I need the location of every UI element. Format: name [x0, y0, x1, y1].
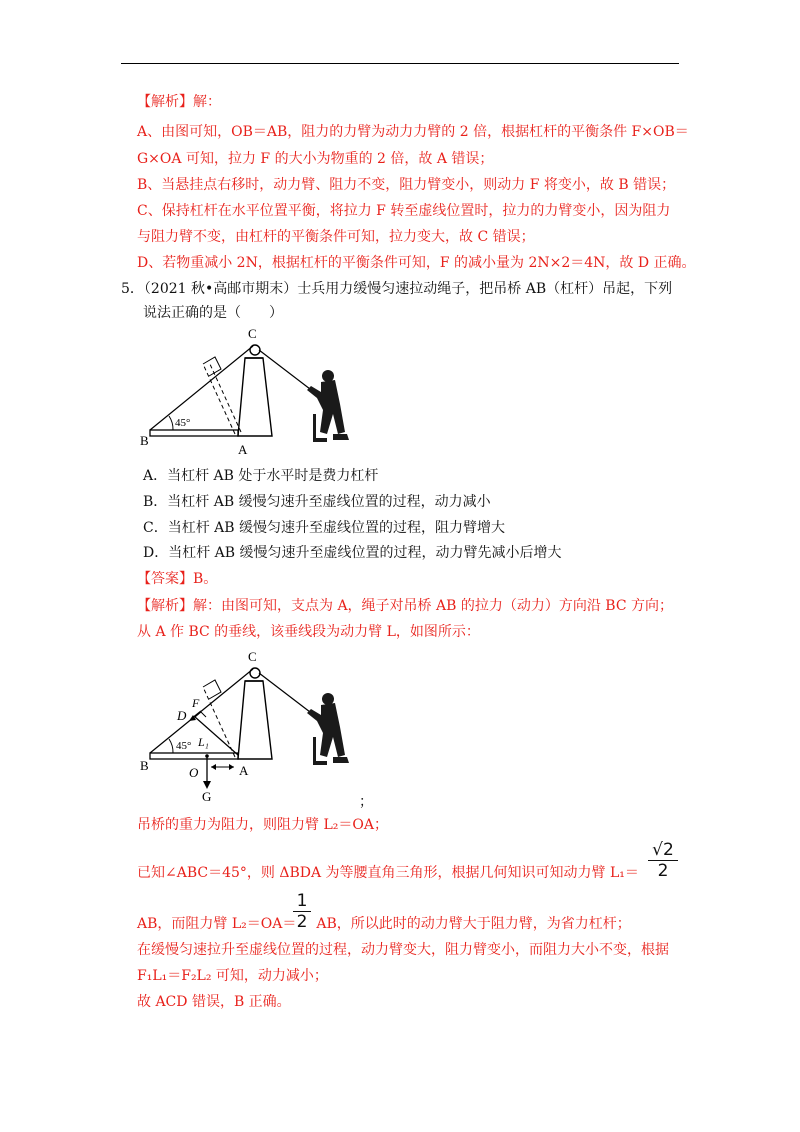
- solution-line-2: 从 A 作 BC 的垂线，该垂线段为动力臂 L，如图所示：: [137, 624, 480, 640]
- header-rule: [121, 63, 679, 64]
- solution-line-7: F₁L₁＝F₂L₂ 可知，动力减小；: [137, 968, 328, 984]
- figure-semicolon: ；: [359, 794, 373, 810]
- solution-line-5: AB，而阻力臂 L₂＝OA＝ AB，所以此时的动力臂大于阻力臂，为省力杠杆；: [137, 916, 631, 932]
- prev-analysis-line: G×OA 可知，拉力 F 的大小为物重的 2 倍，故 A 错误；: [137, 151, 494, 167]
- prev-analysis-line: 与阻力臂不变，由杠杆的平衡条件可知，拉力变大，故 C 错误；: [137, 229, 535, 245]
- prev-analysis-line: D、若物重减小 2N，根据杠杆的平衡条件可知，F 的减小量为 2N×2＝4N，故 D 正确。: [137, 255, 696, 271]
- drawbridge-figure-annotated: [135, 645, 375, 805]
- fraction-sqrt2-over-2: [648, 840, 678, 881]
- prev-analysis-line: B、当悬挂点右移时，动力臂、阻力不变，阻力臂变小，则动力 F 将变小，故 B 错误；: [137, 177, 676, 193]
- answer-line: [137, 569, 217, 589]
- label-angle: 45°: [176, 740, 192, 752]
- fraction-denominator: 2: [657, 861, 669, 881]
- answer-value: B。: [193, 571, 218, 587]
- label-d: D: [177, 708, 187, 723]
- fraction-numerator: √2: [648, 840, 678, 861]
- drawbridge-figure: [135, 322, 375, 462]
- solution-line-4: 已知∠ABC＝45°，则 ΔBDA 为等腰直角三角形，根据几何知识可知动力臂 L₁＝: [137, 865, 639, 881]
- angle-arc: [169, 739, 173, 753]
- label-f: F: [192, 696, 200, 710]
- option-d: D．当杠杆 AB 缓慢匀速升至虚线位置的过程，动力臂先减小后增大: [143, 545, 562, 561]
- label-a: A: [239, 763, 249, 778]
- tower: [238, 358, 272, 436]
- gravity-arrowhead: [203, 781, 211, 789]
- prev-analysis-line: A、由图可知，OB＝AB，阻力的力臂为动力力臂的 2 倍，根据杠杆的平衡条件 F×OB＝: [137, 124, 689, 140]
- label-b: B: [140, 433, 149, 448]
- option-a: A．当杠杆 AB 处于水平时是费力杠杆: [143, 468, 379, 484]
- angle-arc: [169, 416, 173, 430]
- solution-heading: 【解析】: [137, 598, 193, 614]
- label-c: C: [248, 649, 257, 664]
- fraction-one-half: [293, 891, 311, 932]
- soldier: [307, 370, 349, 442]
- option-c: C．当杠杆 AB 缓慢匀速升至虚线位置的过程，阻力臂增大: [143, 520, 506, 536]
- fraction-numerator: 1: [293, 891, 311, 912]
- label-l1: L₁: [198, 735, 209, 749]
- line-bc: [150, 346, 253, 430]
- label-g: G: [202, 789, 212, 804]
- label-angle: 45°: [175, 417, 191, 429]
- bridge-ab: [150, 753, 238, 759]
- dashed-position: [203, 362, 241, 434]
- fraction-denominator: 2: [296, 912, 308, 932]
- label-o: O: [189, 765, 199, 780]
- prev-analysis-heading: 【解析】解：: [137, 94, 221, 110]
- label-a: A: [238, 442, 248, 457]
- label-c: C: [248, 326, 257, 341]
- right-angle-marker: [203, 357, 221, 376]
- solution-line-1: 【解析】解：由图可知，支点为 A，绳子对吊桥 AB 的拉力（动力）方向沿 BC 方向；: [137, 598, 674, 614]
- question-line-1: 5．（2021 秋•高邮市期末）士兵用力缓慢匀速拉动绳子，把吊桥 AB（杠杆）吊起，下列: [121, 281, 673, 297]
- question-number: 5．: [121, 281, 144, 297]
- right-angle-marker: [203, 680, 221, 699]
- rope: [259, 673, 310, 712]
- rope: [259, 350, 310, 389]
- soldier: [307, 693, 349, 765]
- question-line-2: 说法正确的是（ ）: [143, 305, 283, 321]
- prev-analysis-line: C、保持杠杆在水平位置平衡，将拉力 F 转至虚线位置时，拉力的力臂变小，因为阻力: [137, 203, 671, 219]
- point-o: [205, 754, 209, 758]
- tower: [238, 681, 272, 759]
- label-b: B: [140, 758, 149, 773]
- solution-line-3: 吊桥的重力为阻力，则阻力臂 L₂＝OA；: [137, 817, 388, 833]
- bridge-ab: [150, 430, 238, 436]
- solution-line-6: 在缓慢匀速拉升至虚线位置的过程，动力臂变大，阻力臂变小，而阻力大小不变，根据: [137, 942, 669, 958]
- option-b: B．当杠杆 AB 缓慢匀速升至虚线位置的过程，动力减小: [143, 494, 491, 510]
- answer-heading: 【答案】: [137, 571, 193, 587]
- solution-line-8: 故 ACD 错误，B 正确。: [137, 994, 291, 1010]
